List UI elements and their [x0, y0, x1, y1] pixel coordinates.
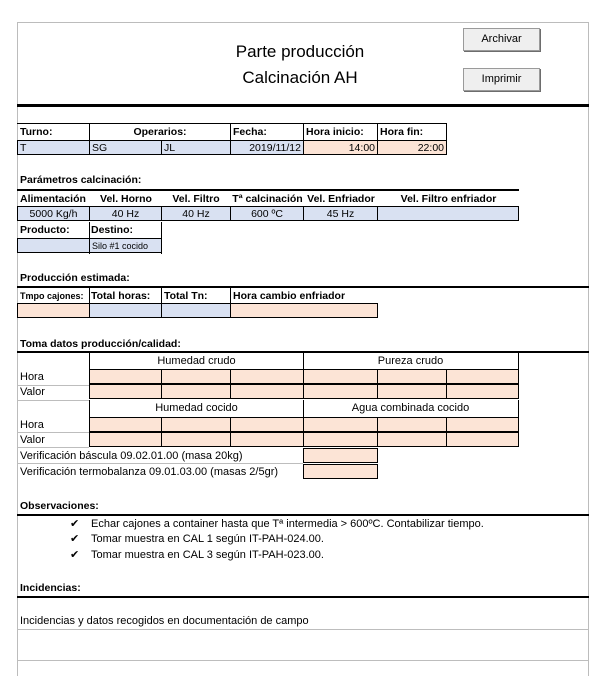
turno-divider: [303, 123, 304, 140]
hora-fin-field[interactable]: 22:00: [377, 140, 447, 155]
incidencias-rule: [17, 596, 589, 598]
humedad-cocido-hora-cell[interactable]: [89, 417, 162, 432]
produccion-divider: [230, 288, 231, 304]
producto-label: Producto:: [20, 224, 70, 236]
observacion-2-check[interactable]: ✔: [70, 533, 80, 545]
fecha-label: Fecha:: [233, 126, 267, 138]
observaciones-rule: [17, 514, 589, 516]
hora-fin-label: Hora fin:: [380, 126, 424, 138]
turno-field[interactable]: T: [17, 140, 90, 155]
agua-combinada-valor-cell[interactable]: [377, 432, 447, 447]
agua-combinada-hora-cell[interactable]: [446, 417, 519, 432]
humedad-crudo-hora-cell[interactable]: [161, 369, 231, 384]
vel-enfriador-label: Vel. Enfriador: [307, 193, 375, 205]
observacion-2-text: Tomar muestra en CAL 1 según IT-PAH-024.00.: [91, 533, 324, 545]
row-gridline: [17, 432, 89, 433]
incidencias-gridline: [17, 660, 589, 661]
turno-divider: [446, 123, 447, 140]
hora-inicio-field[interactable]: 14:00: [303, 140, 378, 155]
operarios-label: Operarios:: [133, 126, 187, 138]
incidencias-section-title: Incidencias:: [20, 582, 81, 594]
pureza-crudo-hora-cell[interactable]: [377, 369, 447, 384]
vel-filtro-label: Vel. Filtro: [172, 193, 220, 205]
agua-combinada-header: Agua combinada cocido: [303, 400, 519, 417]
humedad-crudo-hora-cell[interactable]: [89, 369, 162, 384]
humedad-crudo-valor-cell[interactable]: [89, 384, 162, 399]
verificacion-bascula-label: Verificación báscula 09.02.01.00 (masa 20kg): [20, 450, 243, 462]
verificacion-termobalanza-field[interactable]: [303, 464, 378, 479]
turno-divider: [377, 123, 378, 140]
vel-filtro-enfriador-label: Vel. Filtro enfriador: [400, 193, 497, 205]
toma-datos-section-title: Toma datos producción/calidad:: [20, 338, 181, 350]
page-title-line1: Parte producción: [235, 42, 365, 61]
pureza-crudo-hora-cell[interactable]: [303, 369, 378, 384]
valor-label: Valor: [20, 434, 45, 446]
produccion-divider: [89, 288, 90, 304]
temp-calcinacion-field[interactable]: 600 ºC: [230, 206, 304, 221]
humedad-cocido-valor-cell[interactable]: [89, 432, 162, 447]
fecha-field[interactable]: 2019/11/12: [230, 140, 304, 155]
pureza-crudo-valor-cell[interactable]: [377, 384, 447, 399]
row-gridline: [17, 400, 89, 401]
total-horas-label: Total horas:: [91, 290, 151, 302]
incidencias-text[interactable]: Incidencias y datos recogidos en documentación de campo: [20, 615, 309, 627]
humedad-cocido-header: Humedad cocido: [89, 400, 304, 417]
hora-inicio-label: Hora inicio:: [306, 126, 364, 138]
produccion-divider: [161, 288, 162, 304]
produccion-rule: [17, 286, 589, 288]
turno-divider: [230, 123, 231, 140]
parametros-rule: [17, 189, 519, 191]
pureza-crudo-valor-cell[interactable]: [446, 384, 519, 399]
observacion-1-text: Echar cajones a container hasta que Tª intermedia > 600ºC. Contabilizar tiempo.: [91, 518, 484, 530]
hora-cambio-label: Hora cambio enfriador: [233, 290, 346, 302]
valor-label: Valor: [20, 386, 45, 398]
agua-combinada-valor-cell[interactable]: [446, 432, 519, 447]
tmpo-cajones-label: Tmpo cajones:: [20, 291, 84, 301]
row-gridline: [17, 463, 303, 464]
pureza-crudo-hora-cell[interactable]: [446, 369, 519, 384]
row-gridline: [17, 447, 89, 448]
turno-top-rule: [17, 123, 447, 124]
agua-combinada-hora-cell[interactable]: [303, 417, 378, 432]
humedad-crudo-valor-cell[interactable]: [230, 384, 304, 399]
observacion-3-text: Tomar muestra en CAL 3 según IT-PAH-023.00.: [91, 549, 324, 561]
alimentacion-label: Alimentación: [20, 193, 86, 205]
hora-label: Hora: [20, 419, 44, 431]
temp-calcinacion-label: Tª calcinación: [232, 193, 303, 205]
humedad-crudo-hora-cell[interactable]: [230, 369, 304, 384]
hora-label: Hora: [20, 371, 44, 383]
humedad-crudo-valor-cell[interactable]: [161, 384, 231, 399]
vel-horno-field[interactable]: 40 Hz: [89, 206, 162, 221]
verificacion-bascula-field[interactable]: [303, 448, 378, 463]
pureza-crudo-valor-cell[interactable]: [303, 384, 378, 399]
incidencias-gridline: [17, 629, 589, 630]
parametros-section-title: Parámetros calcinación:: [20, 174, 142, 186]
archive-button[interactable]: Archivar: [463, 28, 540, 51]
total-tn-field[interactable]: [161, 303, 231, 318]
destino-field[interactable]: Silo #1 cocido: [89, 238, 162, 253]
operario-2-field[interactable]: JL: [161, 140, 231, 155]
observaciones-section-title: Observaciones:: [20, 500, 99, 512]
turno-divider: [89, 123, 90, 140]
print-button[interactable]: Imprimir: [463, 68, 540, 91]
header-divider: [17, 104, 589, 107]
hora-cambio-field[interactable]: [230, 303, 378, 318]
operario-1-field[interactable]: SG: [89, 140, 162, 155]
vel-horno-label: Vel. Horno: [100, 193, 152, 205]
observacion-1-check[interactable]: ✔: [70, 518, 80, 530]
humedad-cocido-hora-cell[interactable]: [161, 417, 231, 432]
observacion-3-check[interactable]: ✔: [70, 549, 80, 561]
producto-field[interactable]: [17, 238, 90, 253]
turno-label: Turno:: [20, 126, 53, 138]
humedad-cocido-hora-cell[interactable]: [230, 417, 304, 432]
tmpo-cajones-field[interactable]: [17, 303, 90, 318]
pureza-crudo-header: Pureza crudo: [303, 353, 519, 370]
destino-label: Destino:: [91, 224, 133, 236]
vel-filtro-field[interactable]: 40 Hz: [161, 206, 231, 221]
vel-enfriador-field[interactable]: 45 Hz: [303, 206, 378, 221]
humedad-cocido-valor-cell[interactable]: [161, 432, 231, 447]
total-horas-field[interactable]: [89, 303, 162, 318]
agua-combinada-hora-cell[interactable]: [377, 417, 447, 432]
produccion-section-title: Producción estimada:: [20, 272, 130, 284]
page-title-line2: Calcinación AH: [242, 68, 358, 87]
total-tn-label: Total Tn:: [164, 290, 208, 302]
verificacion-termobalanza-label: Verificación termobalanza 09.01.03.00 (masas 2/5gr): [20, 466, 279, 478]
agua-combinada-valor-cell[interactable]: [303, 432, 378, 447]
row-gridline: [17, 385, 89, 386]
humedad-crudo-header: Humedad crudo: [89, 353, 304, 370]
alimentacion-field[interactable]: 5000 Kg/h: [17, 206, 90, 221]
humedad-cocido-valor-cell[interactable]: [230, 432, 304, 447]
vel-filtro-enfriador-field[interactable]: [377, 206, 519, 221]
